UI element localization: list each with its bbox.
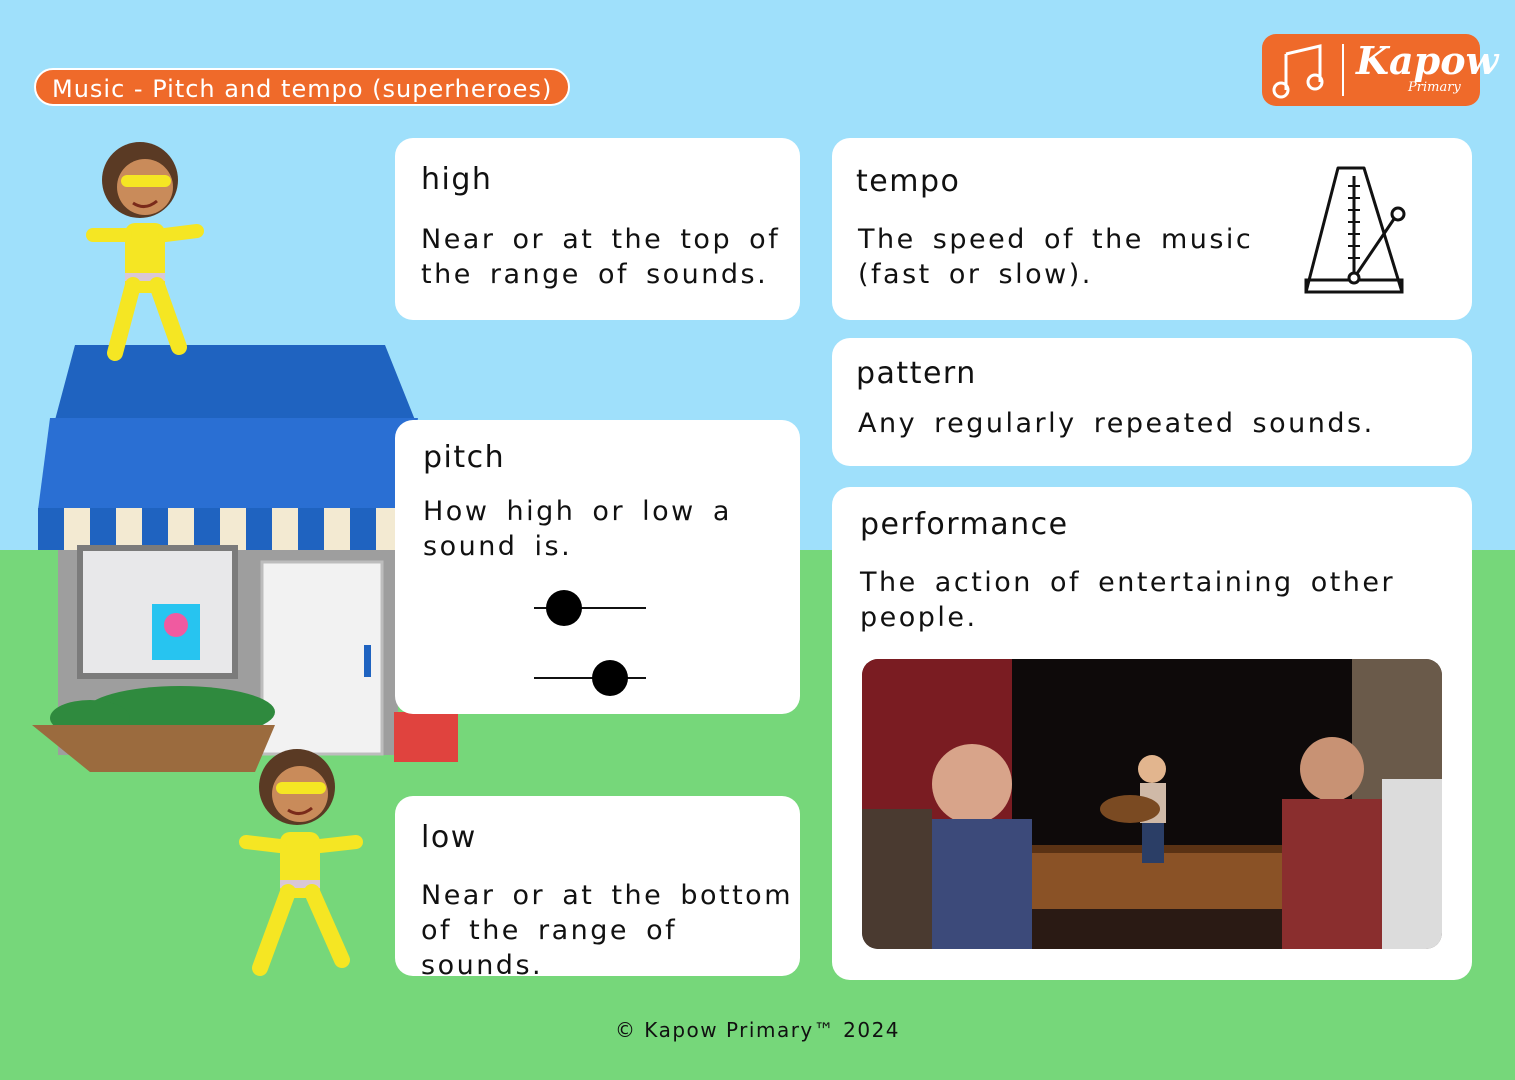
superhero-girl-top: [75, 135, 215, 375]
metronome-icon: [1298, 162, 1418, 302]
superhero-girl-bottom: [232, 742, 372, 982]
logo-sub: Primary: [1408, 80, 1461, 95]
card-definition: The action of entertaining other people.: [860, 567, 1396, 633]
copyright-footer: © Kapow Primary™ 2024: [614, 1018, 901, 1042]
card-tempo: [832, 138, 1472, 320]
kapow-logo: [1262, 34, 1499, 106]
card-term: performance: [860, 507, 1069, 542]
card-high: [395, 138, 800, 320]
card-definition: The speed of the music (fast or slow).: [858, 224, 1254, 290]
pitch-notes-icon: [530, 586, 670, 706]
logo-divider: [1342, 44, 1344, 96]
card-pitch: [395, 420, 800, 714]
lesson-title: Music - Pitch and tempo (superheroes): [34, 68, 570, 106]
card-pattern: [832, 338, 1472, 466]
card-performance: [832, 487, 1472, 980]
card-definition: Near or at the bottom of the range of sounds.: [421, 880, 793, 981]
card-definition: Any regularly repeated sounds.: [858, 408, 1375, 439]
card-low: [395, 796, 800, 981]
card-definition: Near or at the top of the range of sounds.: [421, 224, 781, 290]
card-term: tempo: [856, 164, 961, 199]
card-term: high: [421, 162, 493, 197]
card-term: low: [421, 820, 477, 855]
music-note-icon: [1266, 34, 1336, 106]
card-term: pattern: [856, 356, 977, 391]
performance-photo: [862, 659, 1442, 949]
card-term: pitch: [423, 440, 506, 475]
logo-brand: Kapow: [1356, 38, 1499, 83]
card-definition: How high or low a sound is.: [423, 496, 732, 562]
